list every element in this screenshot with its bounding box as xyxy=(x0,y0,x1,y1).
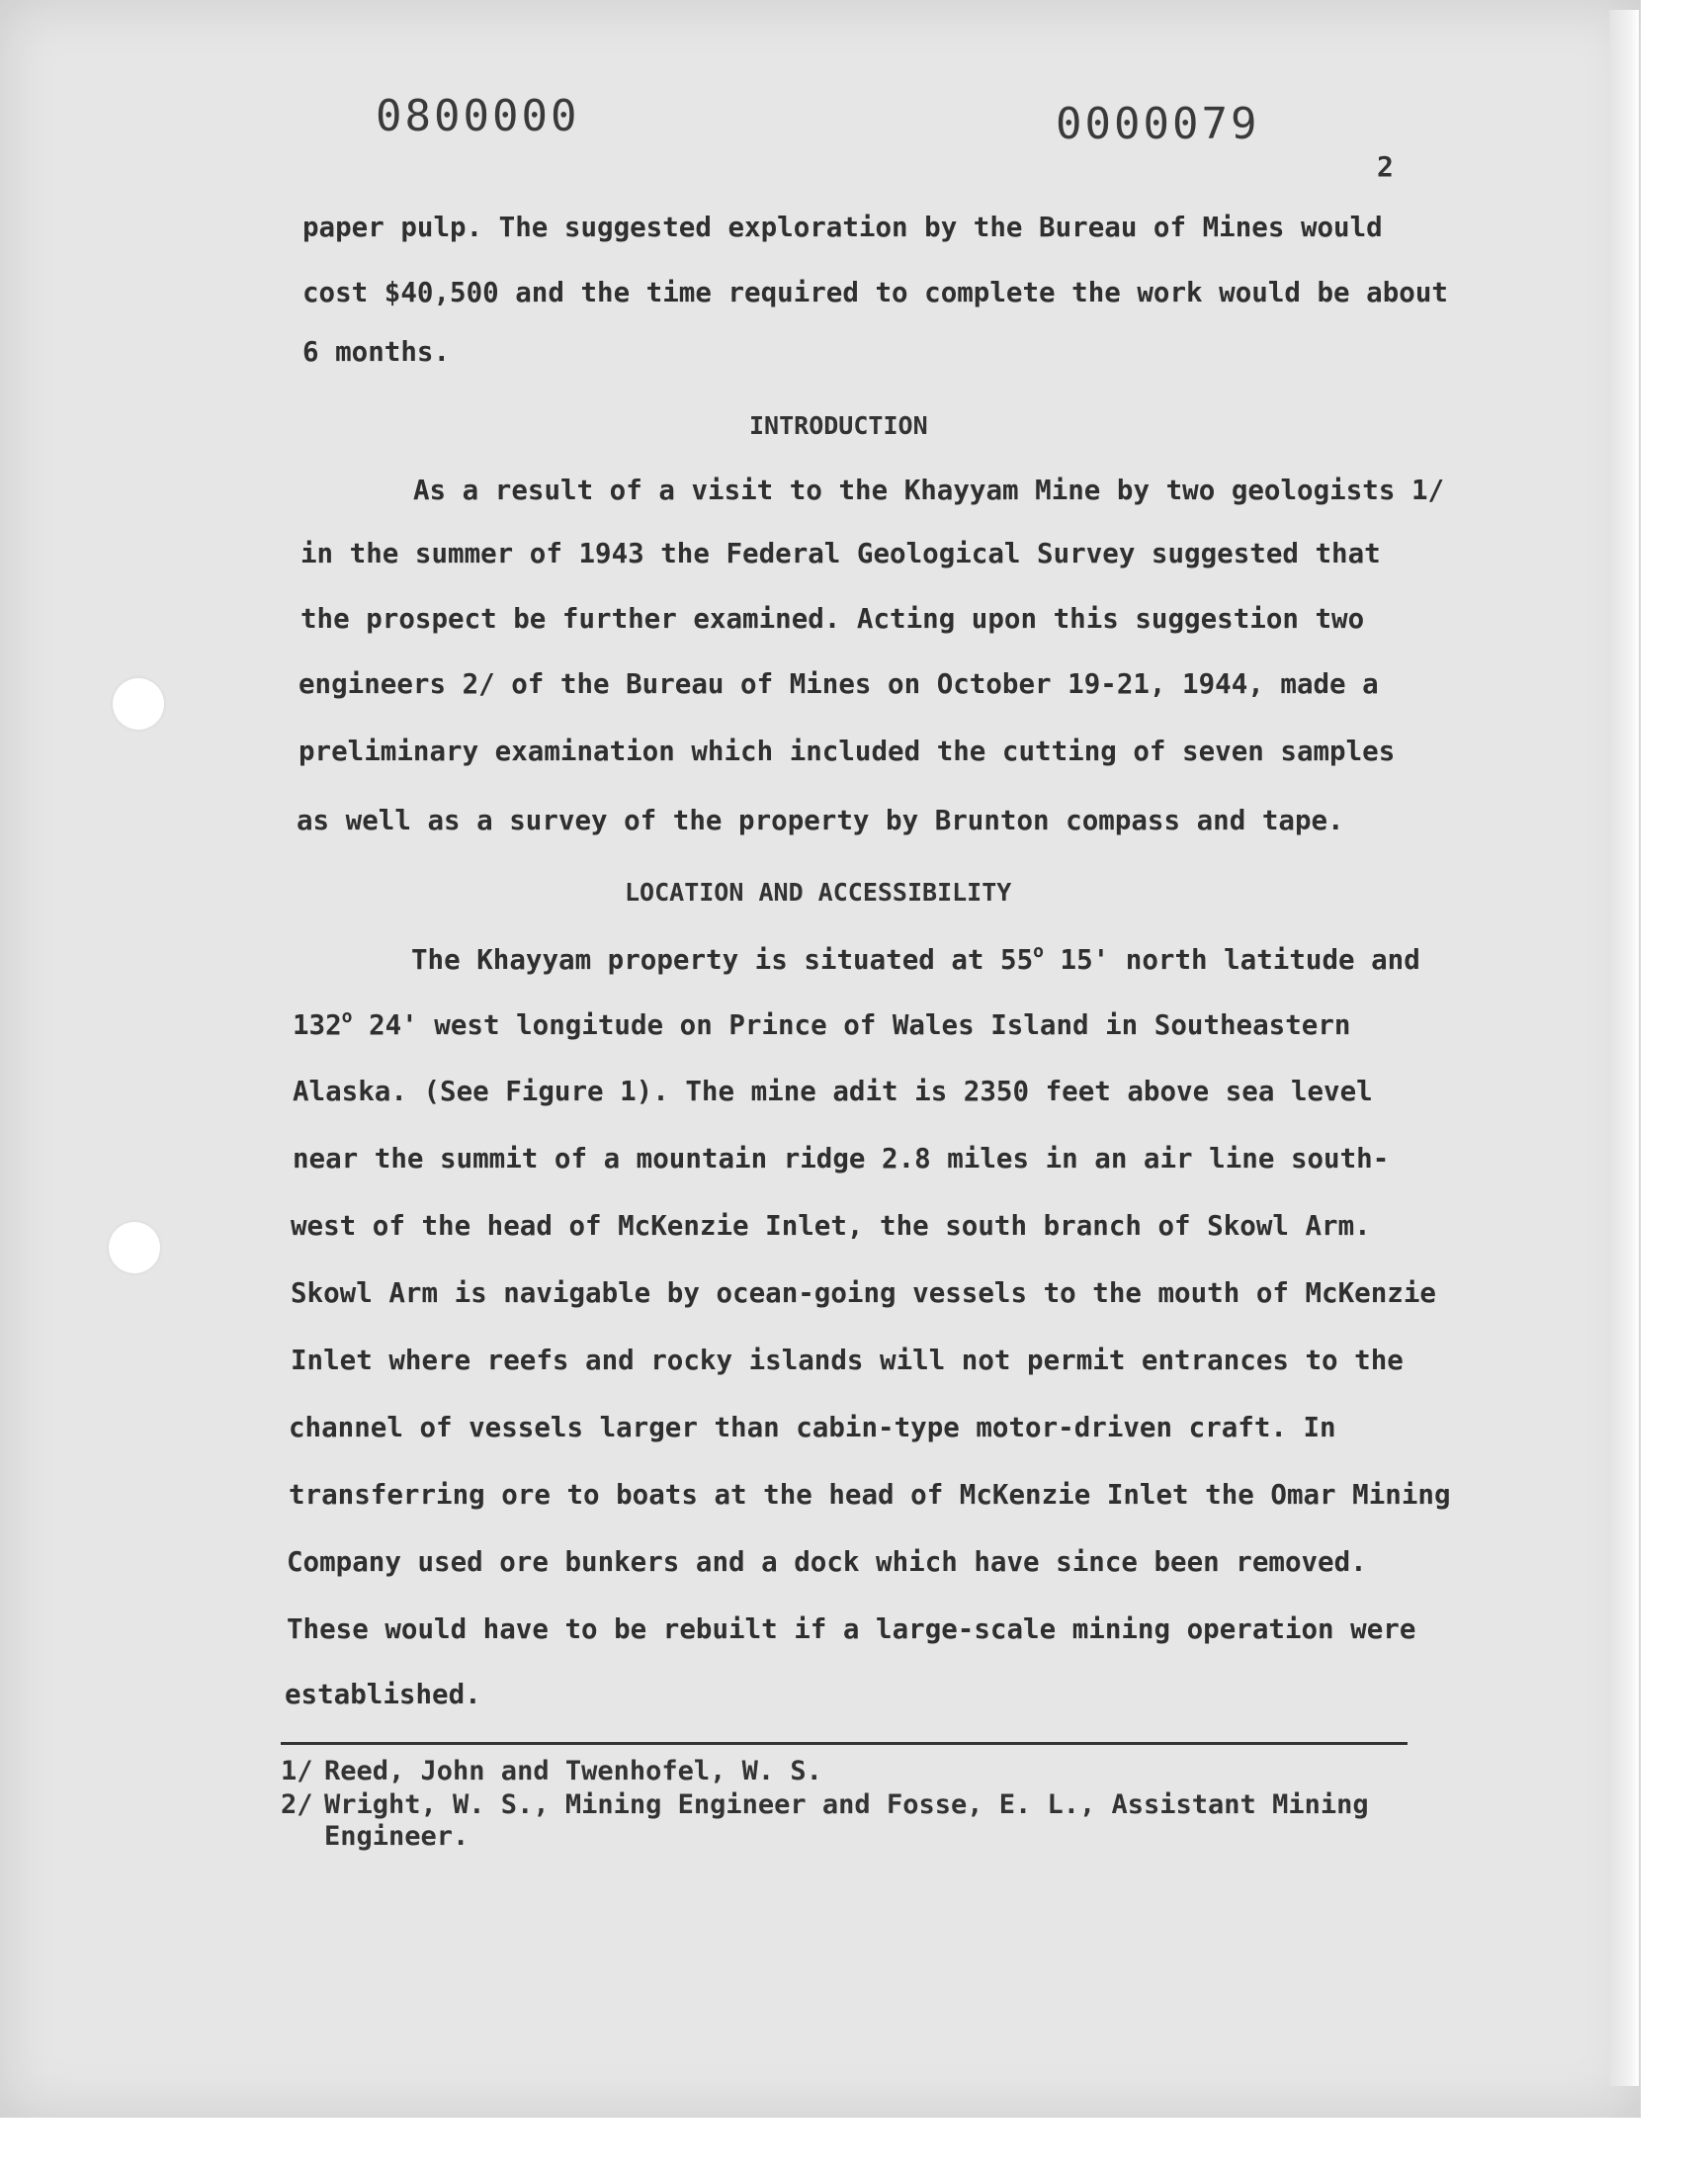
text-line: channel of vessels larger than cabin-type motor-driven craft. In xyxy=(289,1412,1336,1443)
degree-symbol: o xyxy=(1033,941,1044,962)
section-heading-introduction: INTRODUCTION xyxy=(749,411,928,440)
text-fragment: 15' north latitude and xyxy=(1044,944,1420,977)
page-edge xyxy=(1609,10,1639,2086)
page-number: 2 xyxy=(1377,150,1394,183)
text-line-longitude xyxy=(293,1008,1350,1041)
stamp-left-number: 0800000 xyxy=(376,91,580,141)
footnote-text: Reed, John and Twenhofel, W. S. xyxy=(324,1756,822,1786)
footnote-text: Wright, W. S., Mining Engineer and Fosse, E. L., Assistant Mining xyxy=(324,1789,1369,1820)
text-line: Alaska. (See Figure 1). The mine adit is 2350 feet above sea level xyxy=(293,1076,1373,1107)
text-line: As a result of a visit to the Khayyam Mine by two geologists 1/ xyxy=(413,475,1445,506)
text-line: cost $40,500 and the time required to complete the work would be about xyxy=(302,277,1448,308)
punch-hole-bottom xyxy=(109,1222,160,1273)
text-line: in the summer of 1943 the Federal Geological Survey suggested that xyxy=(300,538,1381,569)
stamp-right-number: 0000079 xyxy=(1056,99,1260,149)
punch-hole-top xyxy=(113,678,164,730)
text-fragment: 24' west longitude on Prince of Wales Island in Southeastern xyxy=(352,1009,1351,1042)
footnote-2 xyxy=(281,1789,1369,1820)
footnote-marker: 2/ xyxy=(281,1789,313,1820)
text-line: Skowl Arm is navigable by ocean-going vessels to the mouth of McKenzie xyxy=(291,1277,1436,1309)
text-fragment: 132 xyxy=(293,1009,342,1042)
footnote-2-continuation xyxy=(281,1821,469,1852)
text-line: Inlet where reefs and rocky islands will not permit entrances to the xyxy=(291,1345,1404,1376)
text-line: the prospect be further examined. Acting upon this suggestion two xyxy=(300,603,1365,635)
text-line: established. xyxy=(285,1679,481,1710)
text-fragment: The Khayyam property is situated at 55 xyxy=(411,944,1034,977)
text-line: transferring ore to boats at the head of McKenzie Inlet the Omar Mining xyxy=(289,1479,1451,1511)
footnote-1 xyxy=(281,1756,822,1786)
text-line: These would have to be rebuilt if a large-scale mining operation were xyxy=(287,1613,1416,1645)
text-line: engineers 2/ of the Bureau of Mines on October 19-21, 1944, made a xyxy=(299,668,1379,700)
text-line: as well as a survey of the property by Brunton compass and tape. xyxy=(297,805,1344,836)
text-line: preliminary examination which included the cutting of seven samples xyxy=(299,736,1396,767)
text-line: west of the head of McKenzie Inlet, the south branch of Skowl Arm. xyxy=(291,1210,1371,1242)
text-line: near the summit of a mountain ridge 2.8 miles in an air line south- xyxy=(293,1143,1390,1174)
text-line: Company used ore bunkers and a dock which have since been removed. xyxy=(287,1546,1367,1578)
degree-symbol: o xyxy=(341,1006,353,1027)
section-heading-location: LOCATION AND ACCESSIBILITY xyxy=(625,878,1012,907)
text-line-latitude xyxy=(411,943,1420,976)
footnote-marker: 1/ xyxy=(281,1756,313,1786)
text-line: 6 months. xyxy=(302,336,451,368)
text-line: paper pulp. The suggested exploration by the Bureau of Mines would xyxy=(302,212,1383,243)
footnote-separator xyxy=(281,1742,1408,1745)
footnote-text: Engineer. xyxy=(324,1821,470,1852)
